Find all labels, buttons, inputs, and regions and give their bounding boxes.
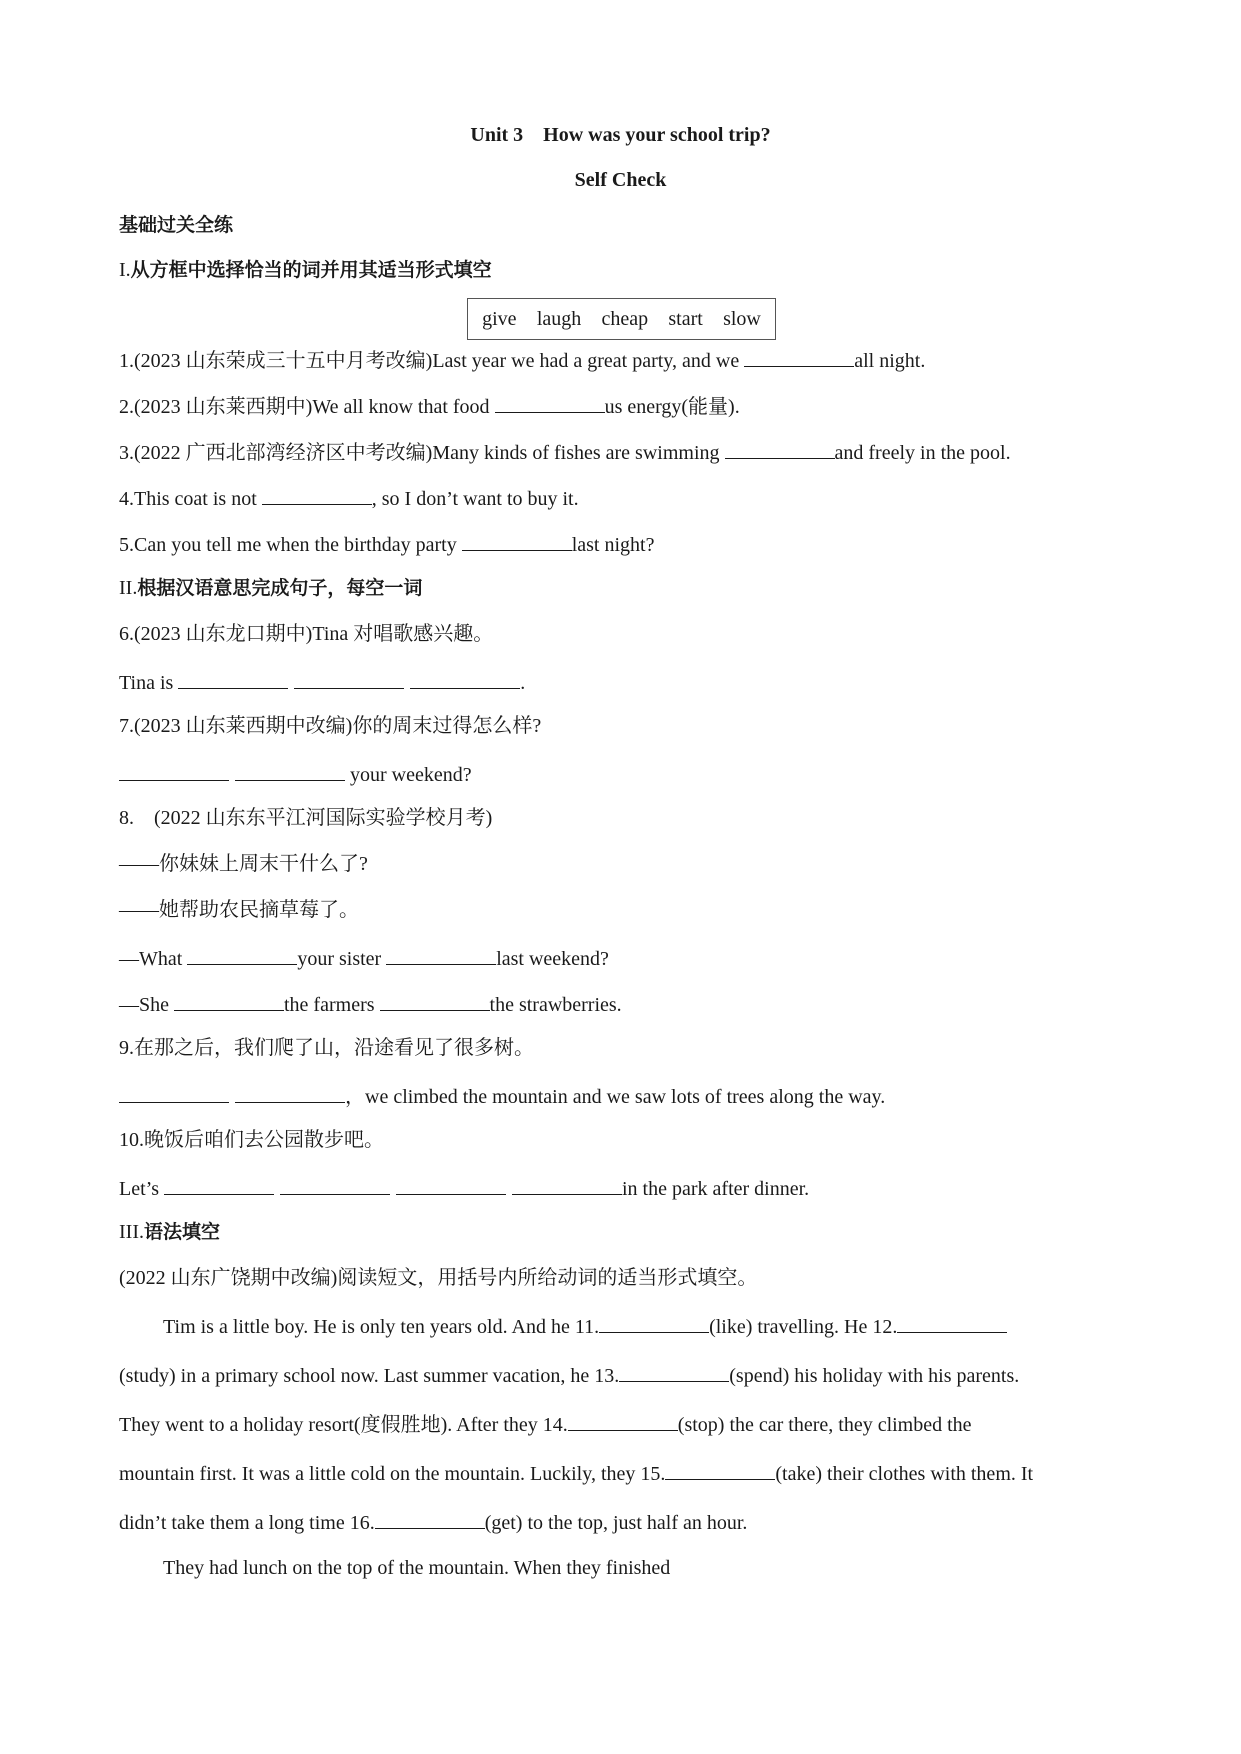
passage-text: (take) their clothes with them. It	[775, 1463, 1034, 1485]
question-6-prompt: 6.(2023 山东龙口期中)Tina 对唱歌感兴趣。	[119, 623, 494, 645]
question-5	[119, 530, 654, 557]
answer-blank[interactable]	[512, 1174, 622, 1195]
passage-line	[163, 1312, 1007, 1339]
question-5-tail: last night?	[571, 534, 655, 556]
question-6-answer	[119, 668, 525, 695]
dialogue-text: last weekend?	[496, 948, 609, 970]
question-5-text: 5.Can you tell me when the birthday party	[119, 534, 462, 556]
passage-line	[119, 1410, 972, 1437]
question-9-end: ，we climbed the mountain and we saw lots of trees along the way.	[345, 1086, 886, 1108]
question-9-prompt: 9.在那之后，我们爬了山，沿途看见了很多树。	[119, 1037, 534, 1059]
practice-heading: 基础过关全练	[119, 214, 234, 236]
question-1	[119, 346, 925, 373]
answer-blank[interactable]	[178, 668, 288, 689]
question-4	[119, 484, 579, 511]
passage-text: mountain first. It was a little cold on the mountain. Luckily, they 15.	[119, 1463, 666, 1485]
part3-heading-text: 语法填空	[143, 1221, 220, 1243]
answer-blank[interactable]	[462, 530, 572, 551]
part1-heading	[119, 258, 492, 282]
passage-line: They had lunch on the top of the mountain. When they finished	[163, 1557, 671, 1579]
answer-blank[interactable]	[744, 346, 854, 367]
section-title: Self Check	[574, 169, 667, 191]
question-2	[119, 392, 740, 419]
answer-blank[interactable]	[375, 1508, 485, 1529]
passage-line	[119, 1508, 747, 1535]
answer-blank[interactable]	[262, 484, 372, 505]
question-8-en-line-2	[119, 990, 622, 1017]
question-10-start: Let’s	[119, 1178, 164, 1200]
answer-blank[interactable]	[410, 668, 520, 689]
word-box-item: start	[668, 307, 703, 330]
answer-blank[interactable]	[897, 1312, 1007, 1333]
question-2-text: 2.(2023 山东莱西期中)We all know that food	[119, 396, 495, 418]
passage-text: Tim is a little boy. He is only ten years old. And he 11.	[163, 1316, 600, 1338]
question-2-tail: us energy(能量).	[604, 396, 740, 418]
word-box-item: give	[482, 307, 517, 330]
dialogue-text: —What	[119, 948, 188, 970]
question-1-tail: all night.	[854, 350, 926, 372]
passage-text: (like) travelling. He 12.	[709, 1316, 898, 1338]
question-8-en-line-1	[119, 944, 609, 971]
passage-text: (spend) his holiday with his parents.	[729, 1365, 1020, 1387]
answer-blank[interactable]	[568, 1410, 678, 1431]
word-box-item: slow	[723, 307, 761, 330]
answer-blank[interactable]	[396, 1174, 506, 1195]
question-1-text: 1.(2023 山东荣成三十五中月考改编)Last year we had a great party, and we	[119, 350, 745, 372]
question-7-prompt: 7.(2023 山东莱西期中改编)你的周末过得怎么样?	[119, 715, 542, 737]
question-3-tail: and freely in the pool.	[834, 442, 1011, 464]
dialogue-text: —She	[119, 994, 174, 1016]
part3-heading	[119, 1220, 220, 1244]
part2-heading-text: 根据汉语意思完成句子，每空一词	[137, 577, 423, 599]
answer-blank[interactable]	[164, 1174, 274, 1195]
question-10-end: in the park after dinner.	[622, 1178, 810, 1200]
part2-numeral: II.	[119, 577, 138, 599]
answer-blank[interactable]	[174, 990, 284, 1011]
answer-blank[interactable]	[235, 760, 345, 781]
question-6-start: Tina is	[119, 672, 179, 694]
part1-heading-text: 从方框中选择恰当的词并用其适当形式填空	[130, 259, 492, 281]
part1-numeral: I.	[119, 259, 131, 281]
question-10-answer	[119, 1174, 809, 1201]
passage-text: (stop) the car there, they climbed the	[677, 1414, 972, 1436]
passage-line	[119, 1361, 1019, 1388]
question-3	[119, 438, 1011, 465]
answer-blank[interactable]	[187, 944, 297, 965]
part3-numeral: III.	[119, 1221, 144, 1243]
answer-blank[interactable]	[725, 438, 835, 459]
part2-heading	[119, 576, 422, 600]
answer-blank[interactable]	[119, 1082, 229, 1103]
passage-text: (get) to the top, just half an hour.	[484, 1512, 748, 1534]
answer-blank[interactable]	[280, 1174, 390, 1195]
part3-instruction: (2022 山东广饶期中改编)阅读短文，用括号内所给动词的适当形式填空。	[119, 1267, 758, 1289]
answer-blank[interactable]	[380, 990, 490, 1011]
answer-blank[interactable]	[599, 1312, 709, 1333]
passage-text: didn’t take them a long time 16.	[119, 1512, 375, 1534]
question-4-tail: , so I don’t want to buy it.	[371, 488, 579, 510]
word-box-item: laugh	[536, 307, 582, 330]
answer-blank[interactable]	[386, 944, 496, 965]
unit-title: Unit 3 How was your school trip?	[470, 124, 771, 146]
dialogue-text: the strawberries.	[489, 994, 622, 1016]
question-6-end: .	[520, 672, 526, 694]
question-8-prompt: 8. (2022 山东东平江河国际实验学校月考)	[119, 807, 493, 829]
answer-blank[interactable]	[495, 392, 605, 413]
answer-blank[interactable]	[665, 1459, 775, 1480]
word-box	[467, 298, 776, 340]
answer-blank[interactable]	[619, 1361, 729, 1382]
question-4-text: 4.This coat is not	[119, 488, 262, 510]
question-3-text: 3.(2022 广西北部湾经济区中考改编)Many kinds of fishes are swimming	[119, 442, 725, 464]
question-8-cn-line-2: ——她帮助农民摘草莓了。	[119, 899, 359, 921]
dialogue-text: your sister	[297, 948, 387, 970]
question-7-answer	[119, 760, 472, 787]
answer-blank[interactable]	[119, 760, 229, 781]
passage-line	[119, 1459, 1033, 1486]
answer-blank[interactable]	[235, 1082, 345, 1103]
question-9-answer	[119, 1082, 885, 1109]
passage-text: (study) in a primary school now. Last summer vacation, he 13.	[119, 1365, 620, 1387]
passage-text: They went to a holiday resort(度假胜地). After they 14.	[119, 1414, 568, 1436]
question-7-end: your weekend?	[345, 764, 472, 786]
word-box-item: cheap	[601, 307, 649, 330]
answer-blank[interactable]	[294, 668, 404, 689]
question-10-prompt: 10.晚饭后咱们去公园散步吧。	[119, 1129, 384, 1151]
question-8-cn-line-1: ——你妹妹上周末干什么了?	[119, 853, 368, 875]
dialogue-text: the farmers	[284, 994, 380, 1016]
